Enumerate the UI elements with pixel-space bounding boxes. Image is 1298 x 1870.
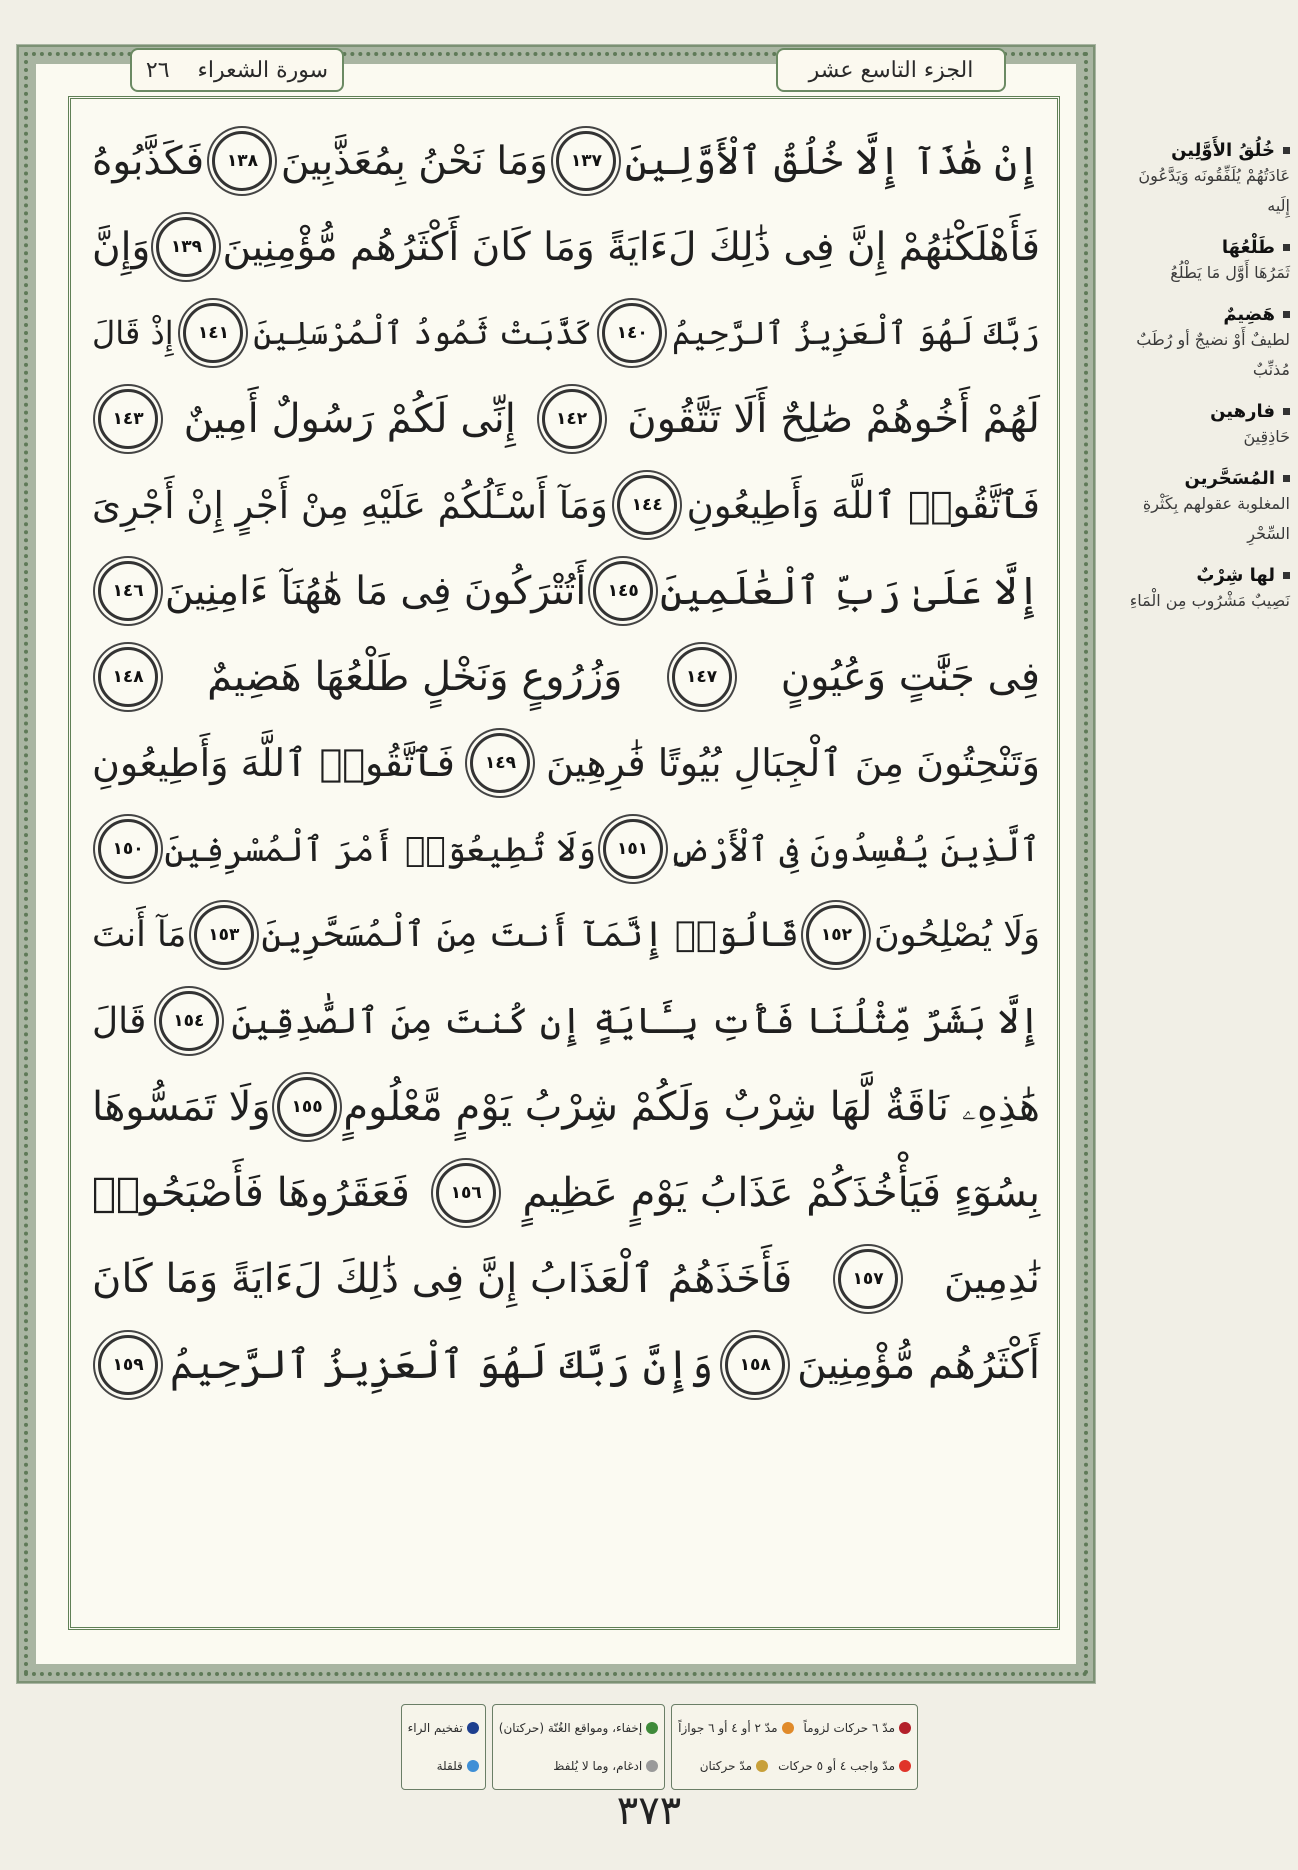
- verse-line: [92, 462, 1040, 548]
- glossary-entry: [1114, 401, 1290, 452]
- legend-item: [553, 1759, 658, 1773]
- verse-text: وَمَآ أَسْـَٔلُكُمْ عَلَيْهِ مِنْ أَجْرٍ إِنْ أَجْرِىَ: [92, 483, 608, 527]
- margin-glossary: [1114, 140, 1290, 632]
- verse-text: إِنِّى لَكُمْ رَسُولٌ أَمِينٌ: [183, 396, 516, 442]
- ayah-marker: ١٤٢: [542, 389, 602, 449]
- verse-line: [92, 720, 1040, 806]
- verse-line: [92, 118, 1040, 204]
- ayah-marker: ١٥٠: [98, 819, 158, 879]
- verse-text: أَتُتْرَكُونَ فِى مَا هَٰهُنَآ ءَامِنِينَ: [164, 568, 587, 614]
- legend-item: [678, 1721, 793, 1735]
- ayah-marker: ١٤٦: [98, 561, 158, 621]
- ayah-marker: ١٥١: [603, 819, 663, 879]
- glossary-entry: [1114, 468, 1290, 549]
- verse-text: إِلَّا عَلَىٰ رَبِّ ٱلْعَٰلَمِينَ: [660, 568, 1040, 614]
- ayah-marker: ١٤٧: [672, 647, 732, 707]
- verse-text: فَأَخَذَهُمُ ٱلْعَذَابُ إِنَّ فِى ذَٰلِكَ لَءَايَةً وَمَا كَانَ: [92, 1256, 793, 1302]
- verse-text: هَٰذِهِۦ نَاقَةٌ لَّهَا شِرْبٌ وَلَكُمْ شِرْبُ يَوْمٍ مَّعْلُومٍ: [343, 1084, 1040, 1130]
- glossary-definition: حَاذِقِينَ: [1243, 427, 1290, 446]
- legend-label: مدّ ٢ أو ٤ أو ٦ جوازاً: [678, 1721, 778, 1735]
- verse-text: وَلَا يُصْلِحُونَ: [873, 915, 1040, 955]
- verse-text: وَإِنَّ رَبَّكَ لَهُوَ ٱلْعَزِيزُ ٱلرَّحِيمُ: [170, 1342, 714, 1388]
- legend-label: إخفاء، ومواقع الغُنّة (حركتان): [498, 1721, 643, 1735]
- ayah-marker: ١٤٤: [617, 475, 677, 535]
- ayah-marker: ١٤٣: [98, 389, 158, 449]
- legend-label: مدّ ٦ حركات لزوماً: [803, 1721, 895, 1735]
- glossary-term: طَلْعُهَا: [1114, 237, 1290, 258]
- legend-label: تفخيم الراء: [407, 1721, 463, 1735]
- color-dot-icon: [646, 1760, 658, 1772]
- glossary-entry: [1114, 304, 1290, 385]
- ayah-marker: ١٥٥: [277, 1077, 337, 1137]
- verse-text: فَٱتَّقُوا۟ ٱللَّهَ وَأَطِيعُونِ: [92, 741, 455, 785]
- verse-text: قَالُوٓا۟ إِنَّمَآ أَنتَ مِنَ ٱلْمُسَحَّرِينَ: [261, 915, 800, 955]
- ayah-marker: ١٤٠: [602, 303, 662, 363]
- surah-header: [130, 48, 344, 92]
- verse-line: [92, 204, 1040, 290]
- verse-text: ٱلَّذِينَ يُفْسِدُونَ فِى ٱلْأَرْضِ: [668, 829, 1040, 870]
- glossary-term: المُسَحَّرين: [1114, 468, 1290, 489]
- legend-box-raa: [401, 1704, 486, 1790]
- legend-row: [499, 1759, 658, 1773]
- verse-text: نَٰدِمِينَ: [943, 1256, 1040, 1302]
- surah-name: سورة الشعراء: [197, 57, 329, 83]
- glossary-term: خُلُقُ الأَوَّلِين: [1114, 140, 1290, 161]
- legend-item: [437, 1759, 479, 1773]
- glossary-definition: لطيفٌ أَوْ نضيجٌ أو رُطَبٌ مُذنِّبٌ: [1136, 330, 1290, 379]
- juz-header: [776, 48, 1006, 92]
- tajweed-legend: [198, 1704, 918, 1790]
- verses-block: [92, 118, 1040, 1408]
- color-dot-icon: [782, 1722, 794, 1734]
- juz-label: الجزء التاسع عشر: [808, 57, 974, 83]
- color-dot-icon: [756, 1760, 768, 1772]
- verse-line: [92, 892, 1040, 978]
- verse-line: [92, 548, 1040, 634]
- verse-line: [92, 1064, 1040, 1150]
- verse-text: وَإِنَّ: [92, 224, 151, 270]
- ayah-marker: ١٥٩: [98, 1335, 158, 1395]
- verse-text: كَذَّبَتْ ثَمُودُ ٱلْمُرْسَلِينَ: [253, 314, 593, 352]
- glossary-definition: نَصِيبٌ مَشْرُوب مِن الْمَاءِ: [1129, 591, 1290, 610]
- verse-line: [92, 806, 1040, 892]
- glossary-term: لها شِرْبٌ: [1114, 565, 1290, 586]
- color-dot-icon: [899, 1760, 911, 1772]
- glossary-entry: [1114, 140, 1290, 221]
- ayah-marker: ١٣٩: [156, 217, 216, 277]
- legend-row: [499, 1721, 658, 1735]
- color-dot-icon: [467, 1722, 479, 1734]
- verse-line: [92, 376, 1040, 462]
- ayah-marker: ١٥٨: [725, 1335, 785, 1395]
- ayah-marker: ١٤٥: [593, 561, 653, 621]
- glossary-definition: المغلوبة عقولهم بِكَثْرةِ السِّحْرِ: [1142, 494, 1290, 543]
- verse-text: رَبَّكَ لَهُوَ ٱلْعَزِيزُ ٱلرَّحِيمُ: [671, 314, 1040, 352]
- verse-line: [92, 1236, 1040, 1322]
- legend-row: [678, 1759, 911, 1773]
- verse-text: إِنْ هَٰذَآ إِلَّا خُلُقُ ٱلْأَوَّلِينَ: [624, 138, 1040, 184]
- legend-label: مدّ واجب ٤ أو ٥ حركات: [778, 1759, 895, 1773]
- legend-item: [408, 1721, 479, 1735]
- ayah-marker: ١٤١: [183, 303, 243, 363]
- legend-row: [408, 1721, 479, 1735]
- ayah-marker: ١٥٦: [436, 1163, 496, 1223]
- ayah-marker: ١٥٧: [838, 1249, 898, 1309]
- ayah-marker: ١٥٣: [194, 905, 254, 965]
- verse-text: وَلَا تُطِيعُوٓا۟ أَمْرَ ٱلْمُسْرِفِينَ: [164, 829, 597, 870]
- color-dot-icon: [899, 1722, 911, 1734]
- color-dot-icon: [646, 1722, 658, 1734]
- verse-text: إِذْ قَالَ: [92, 314, 174, 352]
- verse-line: [92, 290, 1040, 376]
- ayah-marker: ١٤٨: [98, 647, 158, 707]
- legend-row: [408, 1759, 479, 1773]
- verse-text: وَزُرُوعٍ وَنَخْلٍ طَلْعُهَا هَضِيمٌ: [207, 654, 623, 700]
- legend-label: قلقلة: [436, 1759, 463, 1773]
- legend-box-madd: [671, 1704, 918, 1790]
- legend-row: [678, 1721, 911, 1735]
- verse-text: فَأَهْلَكْنَٰهُمْ إِنَّ فِى ذَٰلِكَ لَءَايَةً وَمَا كَانَ أَكْثَرُهُم مُّؤْمِنِينَ: [222, 224, 1040, 270]
- glossary-entry: [1114, 237, 1290, 288]
- verse-text: وَمَا نَحْنُ بِمُعَذَّبِينَ: [280, 138, 548, 184]
- ayah-marker: ١٥٤: [159, 991, 219, 1051]
- verse-line: [92, 1150, 1040, 1236]
- verse-text: لَهُمْ أَخُوهُمْ صَٰلِحٌ أَلَا تَتَّقُونَ: [627, 396, 1040, 442]
- ayah-marker: ١٤٩: [470, 733, 530, 793]
- legend-item: [499, 1721, 658, 1735]
- glossary-term: فارهين: [1114, 401, 1290, 422]
- verse-text: قَالَ: [92, 1000, 147, 1042]
- verse-line: [92, 634, 1040, 720]
- legend-item: [700, 1759, 768, 1773]
- legend-item: [778, 1759, 911, 1773]
- verse-text: فَعَقَرُوهَا فَأَصْبَحُوا۟: [92, 1170, 410, 1216]
- glossary-entry: [1114, 565, 1290, 616]
- verse-line: [92, 1322, 1040, 1408]
- legend-label: ادغام، وما لا يُلفظ: [553, 1759, 643, 1773]
- surah-number: ٢٦: [145, 57, 170, 83]
- legend-label: مدّ حركتان: [699, 1759, 753, 1773]
- ayah-marker: ١٥٢: [806, 905, 866, 965]
- verse-text: وَلَا تَمَسُّوهَا: [92, 1084, 271, 1130]
- glossary-definition: عَادَتُهُمْ يُلَفِّقُونَه وَيَدَّعُونَ إِلَيه: [1138, 166, 1290, 215]
- glossary-term: هَضِيمٌ: [1114, 304, 1290, 325]
- verse-text: أَكْثَرُهُم مُّؤْمِنِينَ: [797, 1342, 1040, 1388]
- verse-text: فِى جَنَّٰتٍ وَعُيُونٍ: [780, 654, 1040, 700]
- legend-item: [804, 1721, 912, 1735]
- verse-text: بِسُوٓءٍ فَيَأْخُذَكُمْ عَذَابُ يَوْمٍ عَظِيمٍ: [522, 1170, 1040, 1216]
- ayah-marker: ١٣٨: [212, 131, 272, 191]
- ayah-marker: ١٣٧: [556, 131, 616, 191]
- color-dot-icon: [467, 1760, 479, 1772]
- verse-text: إِلَّا بَشَرٌ مِّثْلُنَا فَأْتِ بِـَٔايَةٍ إِن كُنتَ مِنَ ٱلصَّٰدِقِينَ: [231, 1000, 1040, 1042]
- verse-text: فَٱتَّقُوا۟ ٱللَّهَ وَأَطِيعُونِ: [686, 483, 1040, 527]
- verse-line: [92, 978, 1040, 1064]
- verse-text: وَتَنْحِتُونَ مِنَ ٱلْجِبَالِ بُيُوتًا فَٰرِهِينَ: [546, 741, 1040, 785]
- verse-text: مَآ أَنتَ: [92, 915, 187, 955]
- glossary-definition: ثَمَرُهَا أَوَّل مَا يَطْلُعُ: [1170, 263, 1290, 282]
- page-number: ٣٧٣: [616, 1788, 682, 1834]
- verse-text: فَكَذَّبُوهُ: [92, 138, 205, 184]
- legend-box-ghunna: [492, 1704, 665, 1790]
